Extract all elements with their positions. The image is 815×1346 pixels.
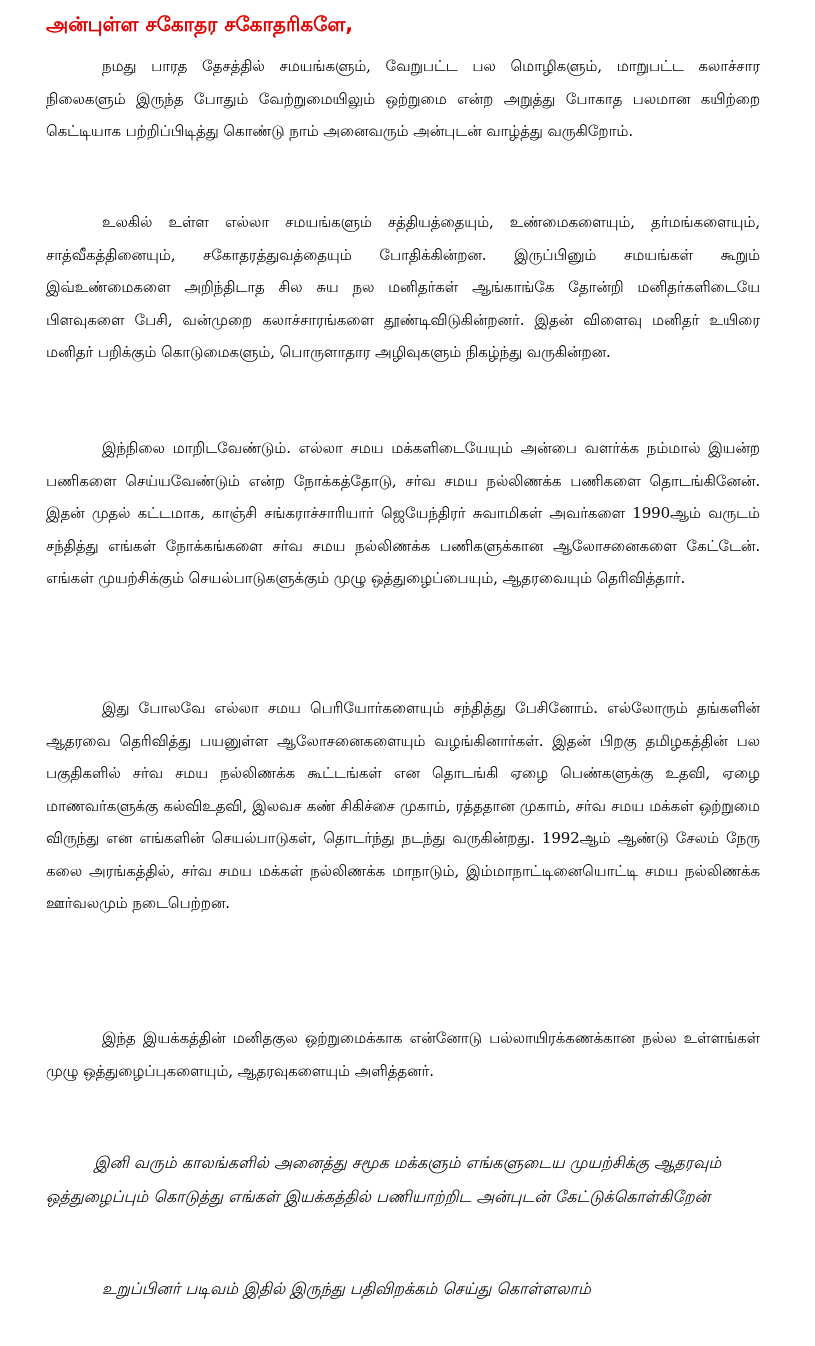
paragraph-support-received: இந்த இயக்கத்தின் மனிதகுல ஒற்றுமைக்காக என்னோடு பல்லாயிரக்கணக்கான நல்ல உள்ளங்கள் முழு ஒத்துழைப்புகளையும், ஆதரவுகளையும் அளித்தனர்.: [46, 1029, 760, 1080]
membership-form-download-link[interactable]: உறுப்பினர் படிவம் இதில் இருந்து பதிவிறக்கம் செய்து கொள்ளலாம்: [102, 1279, 591, 1298]
paragraph-religions-teach-truth: உலகில் உள்ள எல்லா சமயங்களும் சத்தியத்தையும், உண்மைகளையும், தர்மங்களையும், சாத்வீகத்தினையும், சகோதரத்துவத்தையும் போதிக்கின்றன. இருப்பினும் சமயங்கள் கூறும் இவ்உண்மைகளை அறிந்திடாத சில சுய நல மனிதர்கள் ஆங்காங்கே தோன்றி மனிதர்களிடையே பிளவுகளை பேசி, வன்முறை கலாச்சாரங்களை தூண்டிவிடுகின்றனர். இதன் விளைவு மனிதர் உயிரை மனிதர் பறிக்கும் கொடுமைகளும், பொருளாதார அழிவுகளும் நிகழ்ந்து வருகின்றன.: [46, 213, 760, 361]
paragraph-activities: இது போலவே எல்லா சமய பெரியோர்களையும் சந்தித்து பேசினோம். எல்லோரும் தங்களின் ஆதரவை தெரிவித்து பயனுள்ள ஆலோசனைகளையும் வழங்கினார்கள். இதன் பிறகு தமிழகத்தின் பல பகுதிகளில் சர்வ சமய நல்லிணக்க கூட்டங்கள் என தொடங்கி ஏழை பெண்களுக்கு உதவி, ஏழை மாணவர்களுக்கு கல்விஉதவி, இலவச கண் சிகிச்சை முகாம், ரத்ததான முகாம், சர்வ சமய மக்கள் ஒற்றுமை விருந்து என எங்களின் செயல்பாடுகள், தொடர்ந்து நடந்து வருகின்றது. 1992ஆம் ஆண்டு சேலம் நேரு கலை அரங்கத்தில், சர்வ சமய மக்கள் நல்லிணக்க மாநாடும், இம்மாநாட்டினையொட்டி சமய நல்லிணக்க ஊர்வலமும் நடைபெற்றன.: [46, 699, 760, 912]
appeal-paragraph: இனி வரும் காலங்களில் அனைத்து சமூக மக்களும் எங்களுடைய முயற்சிக்கு ஆதரவும் ஒத்துழைப்பும் கொடுத்து எங்கள் இயக்கத்தில் பணியாற்றிட அன்புடன் கேட்டுக்கொள்கிறேன்: [46, 1153, 722, 1206]
salutation-heading: அன்புள்ள சகோதர சகோதரிகளே,: [46, 12, 353, 36]
paragraph-harmony-work-started: இந்நிலை மாறிடவேண்டும். எல்லா சமய மக்களிடையேயும் அன்பை வளர்க்க நம்மால் இயன்ற பணிகளை செய்யவேண்டும் என்ற நோக்கத்தோடு, சர்வ சமய நல்லிணக்க பணிகளை தொடங்கினேன். இதன் முதல் கட்டமாக, காஞ்சி சங்கராச்சாரியார் ஜெயேந்திரர் சுவாமிகள் அவர்களை 1990ஆம் வருடம் சந்தித்து எங்கள் நோக்கங்களை சர்வ சமய நல்லிணக்க பணிகளுக்கான ஆலோசனைகளை கேட்டேன். எங்கள் முயற்சிக்கும் செயல்பாடுகளுக்கும் முழு ஒத்துழைப்பையும், ஆதரவையும் தெரிவித்தார்.: [46, 439, 760, 587]
paragraph-unity-in-diversity: நமது பாரத தேசத்தில் சமயங்களும், வேறுபட்ட பல மொழிகளும், மாறுபட்ட கலாச்சார நிலைகளும் இருந்த போதும் வேற்றுமையிலும் ஒற்றுமை என்ற அறுத்து போகாத பலமான கயிற்றை கெட்டியாக பற்றிப்பிடித்து கொண்டு நாம் அனைவரும் அன்புடன் வாழ்த்து வருகிறோம்.: [46, 57, 760, 140]
